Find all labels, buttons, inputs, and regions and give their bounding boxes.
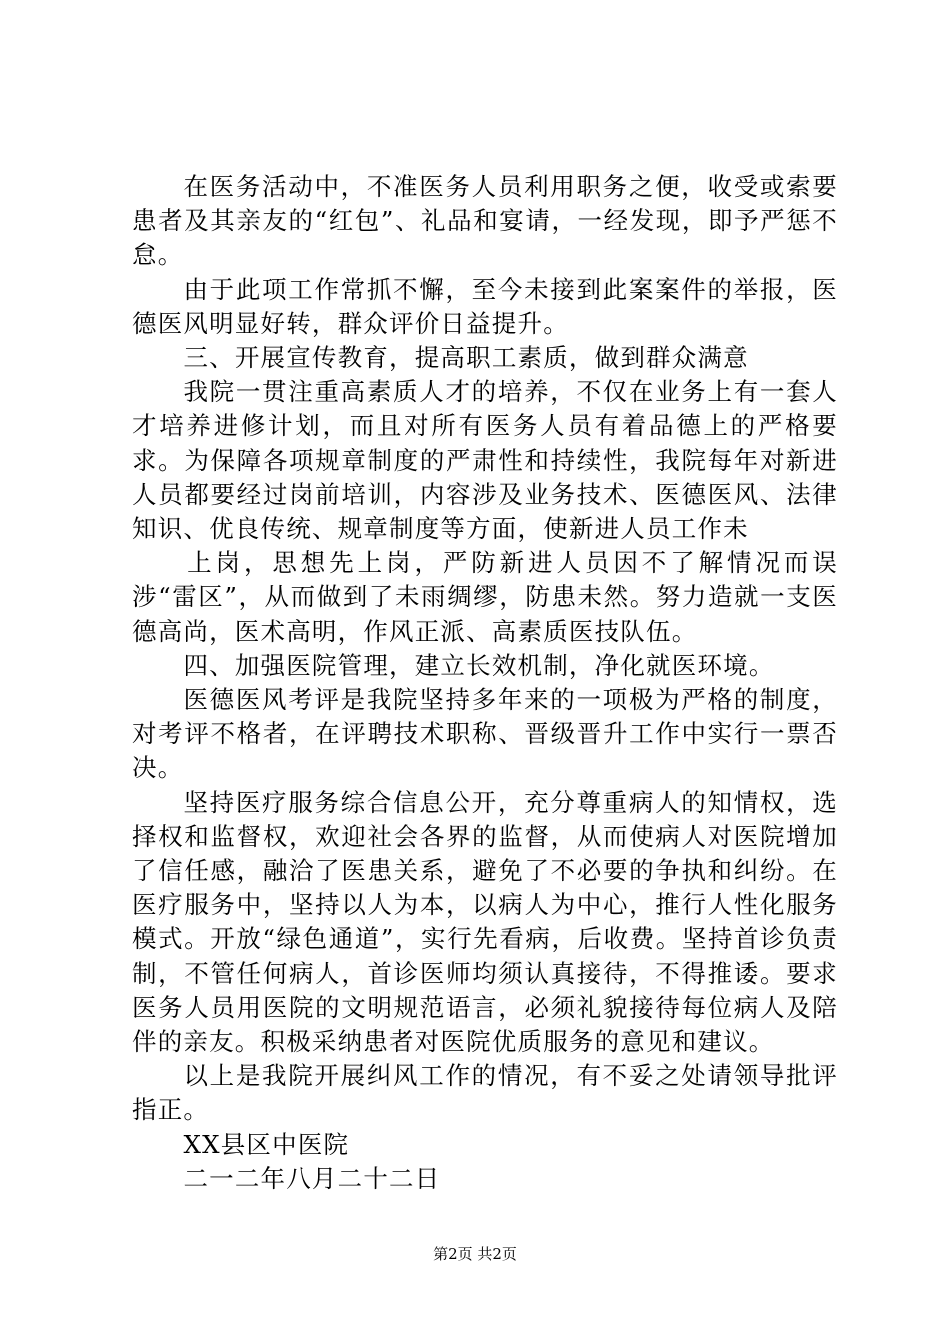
document-body [132,170,838,1196]
paragraph-no-red-envelopes: 在医务活动中，不准医务人员利用职务之便，收受或索要患者及其亲友的“红包”、礼品和宴请，一经发现，即予严惩不怠。 [132,172,838,270]
paragraph-talent-training: 我院一贯注重高素质人才的培养，不仅在业务上有一套人才培养进修计划，而且对所有医务人员有着品德上的严格要求。为保障各项规章制度的严肃性和持续性，我院每年对新进人员都要经过岗前培训，内容涉及业务技术、医德医风、法律知识、优良传统、规章制度等方面，使新进人员工作未 [132,377,838,544]
paragraph-ethics-evaluation: 医德医风考评是我院坚持多年来的一项极为严格的制度，对考评不格者，在评聘技术职称、晋级晋升工作中实行一票否决。 [132,685,838,783]
page-footer [0,1244,950,1264]
signature-date: 二一二年八月二十二日 [183,1163,441,1193]
paragraph-training-continued: 上岗，思想先上岗，严防新进人员因不了解情况而误涉“雷区”，从而做到了未雨绸缪，防患未然。努力造就一支医德高尚，医术高明，作风正派、高素质医技队伍。 [132,548,838,646]
page-number: 第2页 共2页 [433,1245,517,1263]
paragraph-info-disclosure: 坚持医疗服务综合信息公开，充分尊重病人的知情权，选择权和监督权，欢迎社会各界的监督，从而使病人对医院增加了信任感，融洽了医患关系，避免了不必要的争执和纠纷。在医疗服务中，坚持以人为本，以病人为中心，推行人性化服务模式。开放“绿色通道”，实行先看病，后收费。坚持首诊负责制，不管任何病人，首诊医师均须认真接待，不得推诿。要求医务人员用医院的文明规范语言，必须礼貌接待每位病人及陪伴的亲友。积极采纳患者对医院优质服务的意见和建议。 [132,787,838,1057]
section-heading-3: 三、开展宣传教育，提高职工素质，做到群众满意 [183,343,749,373]
signature-organization: XX县区中医院 [183,1129,350,1159]
section-heading-4: 四、加强医院管理，建立长效机制，净化就医环境。 [183,650,775,680]
paragraph-work-results: 由于此项工作常抓不懈，至今未接到此案案件的举报，医德医风明显好转，群众评价日益提升。 [132,274,838,338]
paragraph-closing: 以上是我院开展纠风工作的情况，有不妥之处请领导批评指正。 [132,1061,838,1125]
